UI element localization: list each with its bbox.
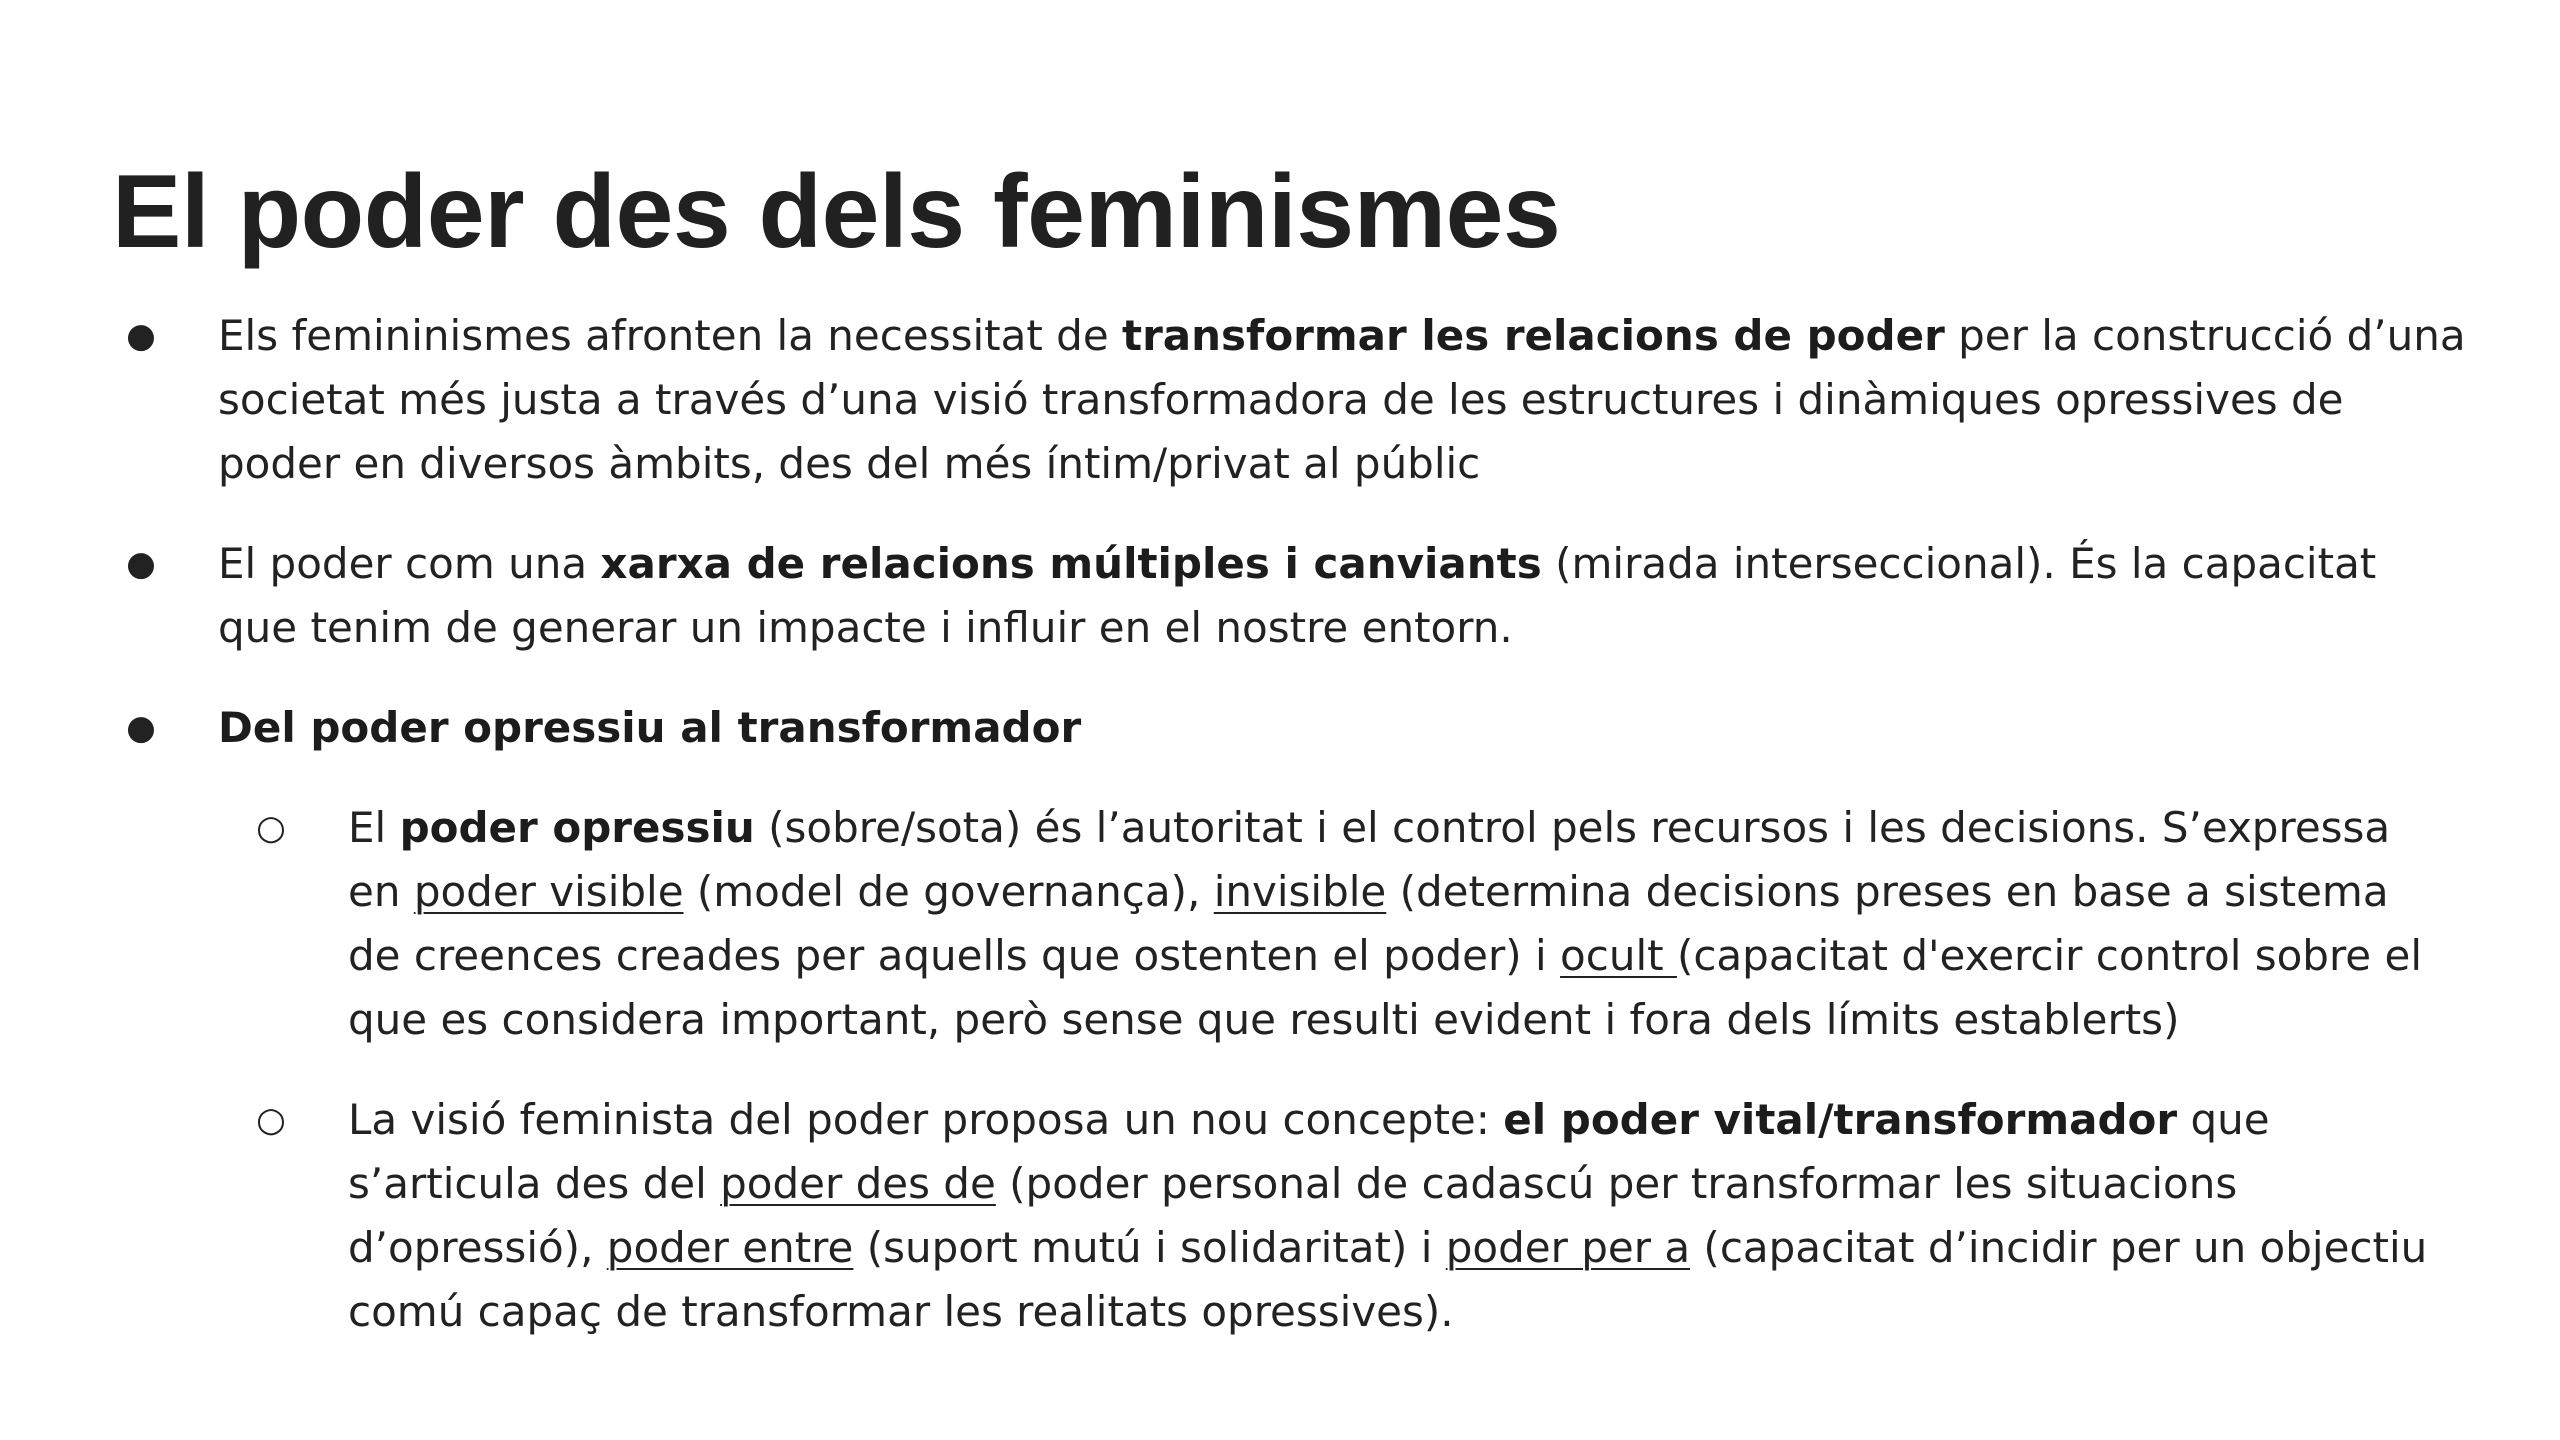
bullet-marker: ●	[126, 316, 156, 356]
bullet-text	[0, 696, 2468, 760]
text-run: (capacitat d’incidir per un objectiu comú capaç de transformar les realitats opressives).	[348, 1223, 2428, 1336]
text-run: (determina decisions preses en base a sistema de creences creades per aquells que ostenten el poder) i	[348, 867, 2389, 980]
text-run: La visió feminista del poder proposa un nou concepte:	[348, 1095, 1504, 1144]
underlined-term: ocult	[1560, 931, 1677, 980]
underlined-term: poder visible	[413, 867, 684, 916]
bold-phrase: poder opressiu	[399, 803, 755, 852]
sub-bullet-text	[0, 1088, 2448, 1344]
underlined-term: invisible	[1213, 867, 1387, 916]
sub-bullet-text	[0, 796, 2448, 1052]
bullet-item	[0, 304, 2560, 496]
text-run: que s’articula des del	[348, 1095, 2270, 1208]
text-run: (mirada interseccional). És la capacitat que tenim de generar un impacte i influir en el nostre entorn.	[218, 539, 2377, 652]
text-run: El poder com una	[218, 539, 601, 588]
underlined-term: poder entre	[606, 1223, 854, 1272]
text-run: (sobre/sota) és l’autoritat i el control pels recursos i les decisions. S’expressa en	[348, 803, 2391, 916]
bullet-text	[0, 304, 2468, 496]
text-run: (capacitat d'exercir control sobre el que es considera important, però sense que resulti evident i fora dels límits establerts)	[348, 931, 2423, 1044]
text-run: (model de governança),	[683, 867, 1214, 916]
text-run: Els femininismes afronten la necessitat de	[218, 311, 1123, 360]
text-run: per la construcció d’una societat més justa a través d’una visió transformadora de les estructures i dinàmiques opressives de poder en diversos àmbits, des del més íntim/privat al públic	[218, 311, 2466, 488]
sub-bullet-marker: ○	[256, 808, 286, 848]
bold-phrase: el poder vital/transformador	[1503, 1095, 2178, 1144]
bullet-marker: ●	[126, 544, 156, 584]
text-run: (poder personal de cadascú per transformar les situacions d’opressió),	[348, 1159, 2238, 1272]
sub-bullet-marker: ○	[256, 1100, 286, 1140]
underlined-term: poder per a	[1445, 1223, 1691, 1272]
bullet-item	[0, 532, 2560, 660]
bullet-marker: ●	[126, 708, 156, 748]
text-run: (suport mutú i solidaritat) i	[853, 1223, 1446, 1272]
underlined-term: poder des de	[720, 1159, 996, 1208]
text-run: El	[348, 803, 400, 852]
bold-phrase: transformar les relacions de poder	[1122, 311, 1945, 360]
slide-title: El poder des dels feminismes	[112, 154, 1561, 270]
bold-phrase: xarxa de relacions múltiples i canviants	[600, 539, 1542, 588]
sub-bullet-item	[0, 796, 2560, 1052]
bullet-item	[0, 696, 2560, 760]
bold-phrase: Del poder opressiu al transformador	[218, 703, 1082, 752]
sub-bullet-item	[0, 1088, 2560, 1344]
bullet-text	[0, 532, 2468, 660]
slide-content	[0, 304, 2560, 1344]
